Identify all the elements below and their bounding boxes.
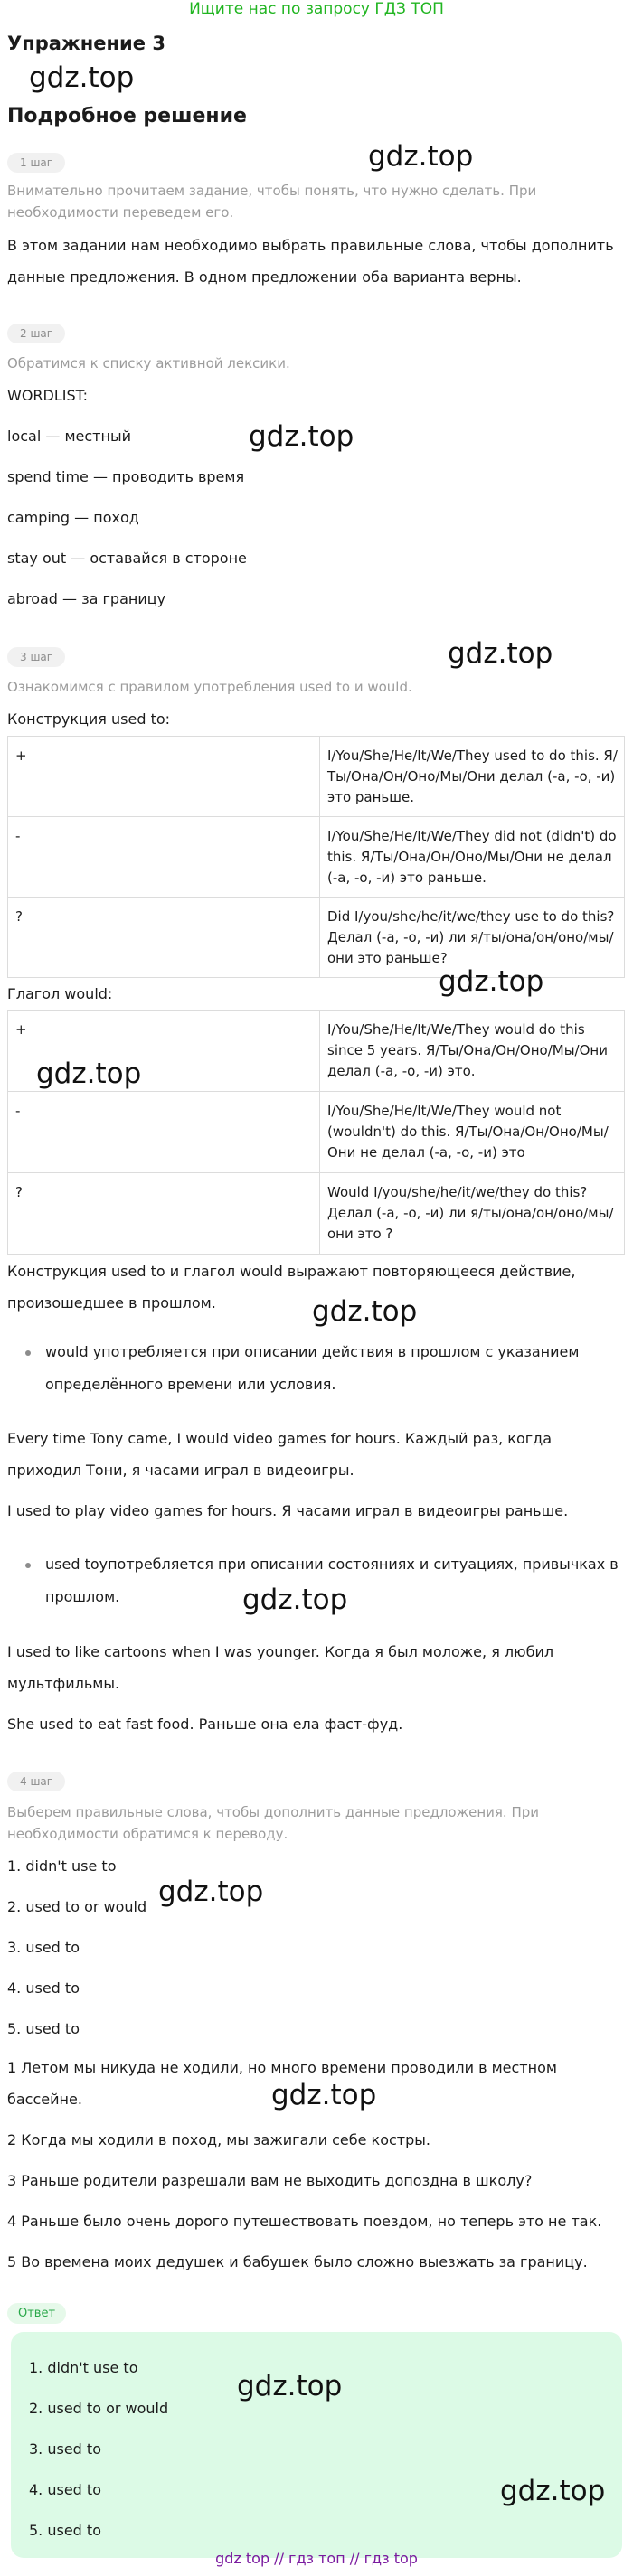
table-cell-sign: -: [8, 1092, 320, 1173]
rule-bullet-used-to: used toупотребляется при описании состояниях и ситуациях, привычках в прошлом.: [45, 1556, 619, 1605]
watermark: gdz.top: [242, 1584, 348, 1616]
answer-item: 2. used to or would: [29, 2400, 169, 2417]
answer-item: 4. used to: [29, 2481, 101, 2498]
watermark: gdz.top: [271, 2079, 377, 2111]
answer-line: 1. didn't use to: [7, 1857, 117, 1875]
answer-line: 2. used to or would: [7, 1898, 147, 1915]
step-text: В этом задании нам необходимо выбрать правильные слова, чтобы дополнить данные предложения. В одном предложении оба варианта верны.: [7, 237, 614, 286]
step-badge-2: 2 шаг: [7, 324, 65, 343]
step-badge-3: 3 шаг: [7, 647, 65, 667]
step-hint: Ознакомимся с правилом употребления used to и would.: [7, 679, 412, 695]
rule-summary: Конструкция used to и глагол would выражают повторяющееся действие, произошедшее в прошлом.: [7, 1263, 576, 1312]
translation-line: 3 Раньше родители разрешали вам не выходить допоздна в школу?: [7, 2172, 533, 2189]
watermark: gdz.top: [237, 2370, 343, 2402]
watermark: gdz.top: [439, 965, 544, 998]
step-hint: Выберем правильные слова, чтобы дополнить данные предложения. При необходимости обратимся к переводу.: [7, 1804, 539, 1842]
translation-line: 5 Во времена моих дедушек и бабушек было сложно выезжать за границу.: [7, 2253, 588, 2270]
table-cell-sign: ?: [8, 898, 320, 978]
table-cell-rule: I/You/She/He/It/We/They used to do this. Я/Ты/Она/Он/Оно/Мы/Они делал (-а, -о, -и) это раньше.: [320, 737, 625, 817]
table-row: [8, 1092, 625, 1173]
watermark: gdz.top: [368, 140, 474, 173]
watermark: gdz.top: [448, 637, 553, 670]
would-title: Глагол would:: [7, 985, 113, 1002]
table-row: [8, 1173, 625, 1255]
bullet-dot: [25, 1350, 31, 1356]
table-cell-rule: I/You/She/He/It/We/They did not (didn't) do this. Я/Ты/Она/Он/Оно/Мы/Они не делал (-а, -о, -и) это раньше.: [320, 817, 625, 898]
answer-item: 1. didn't use to: [29, 2359, 138, 2376]
wordlist-item: camping — поход: [7, 509, 139, 526]
watermark: gdz.top: [29, 61, 135, 94]
step-badge-4: 4 шаг: [7, 1772, 65, 1791]
search-hint-link[interactable]: Ищите нас по запросу ГДЗ ТОП: [189, 0, 444, 18]
wordlist-item: spend time — проводить время: [7, 468, 245, 485]
wordlist-item: abroad — за границу: [7, 590, 166, 607]
table-cell-sign: +: [8, 737, 320, 817]
example-sentence: Every time Tony came, I would video games for hours. Каждый раз, когда приходил Тони, я часами играл в видеоигры.: [7, 1430, 553, 1479]
answer-item: 3. used to: [29, 2440, 101, 2458]
watermark: gdz.top: [249, 420, 354, 453]
translation-line: 4 Раньше было очень дорого путешествовать поездом, но теперь это не так.: [7, 2213, 602, 2230]
table-cell-rule: I/You/She/He/It/We/They would not (wouldn't) do this. Я/Ты/Она/Он/Оно/Мы/Они не делал (-а, -о, -и) это: [320, 1092, 625, 1173]
wordlist-item: stay out — оставайся в стороне: [7, 550, 247, 567]
watermark: gdz.top: [36, 1058, 142, 1090]
watermark: gdz.top: [500, 2475, 606, 2507]
answer-line: 5. used to: [7, 2020, 80, 2037]
used-to-title: Конструкция used to:: [7, 710, 171, 728]
wordlist-title: WORDLIST:: [7, 387, 89, 404]
step-hint: Внимательно прочитаем задание, чтобы понять, что нужно сделать. При необходимости переведем его.: [7, 183, 537, 221]
bullet-dot: [25, 1563, 31, 1568]
example-sentence: I used to like cartoons when I was younger. Когда я был моложе, я любил мультфильмы.: [7, 1643, 554, 1692]
table-cell-sign: -: [8, 817, 320, 898]
table-cell-rule: I/You/She/He/It/We/They would do this since 5 years. Я/Ты/Она/Он/Оно/Мы/Они делал (-а, -о, -и) это.: [320, 1011, 625, 1092]
would-table: [7, 1010, 625, 1255]
solution-title: Подробное решение: [7, 105, 247, 127]
example-sentence: I used to play video games for hours. Я часами играл в видеоигры раньше.: [7, 1502, 569, 1519]
table-row: [8, 817, 625, 898]
table-cell-rule: Did I/you/she/he/it/we/they use to do this? Делал (-а, -о, -и) ли я/ты/она/он/оно/мы/они это раньше?: [320, 898, 625, 978]
table-cell-sign: +: [8, 1011, 320, 1092]
rule-bullet-would: would употребляется при описании действия в прошлом с указанием определённого времени или условия.: [45, 1343, 580, 1393]
answer-line: 4. used to: [7, 1979, 80, 1997]
table-row: [8, 737, 625, 817]
table-cell-sign: ?: [8, 1173, 320, 1255]
answer-item: 5. used to: [29, 2522, 101, 2539]
answer-line: 3. used to: [7, 1939, 80, 1956]
watermark: gdz.top: [158, 1876, 264, 1908]
watermark: gdz.top: [312, 1295, 418, 1328]
step-hint: Обратимся к списку активной лексики.: [7, 355, 290, 371]
step-badge-1: 1 шаг: [7, 153, 65, 173]
translation-line: 1 Летом мы никуда не ходили, но много времени проводили в местном бассейне.: [7, 2059, 557, 2108]
table-cell-rule: Would I/you/she/he/it/we/they do this? Делал (-а, -о, -и) ли я/ты/она/он/оно/мы/они это ?: [320, 1173, 625, 1255]
used-to-table: [7, 736, 625, 978]
wordlist-item: local — местный: [7, 428, 131, 445]
exercise-title: Упражнение 3: [7, 33, 165, 54]
footer-links[interactable]: gdz top // гдз топ // гдз top: [215, 2550, 418, 2567]
example-sentence: She used to eat fast food. Раньше она ела фаст-фуд.: [7, 1716, 403, 1733]
answer-badge: Ответ: [7, 2303, 66, 2324]
translation-line: 2 Когда мы ходили в поход, мы зажигали себе костры.: [7, 2131, 430, 2148]
